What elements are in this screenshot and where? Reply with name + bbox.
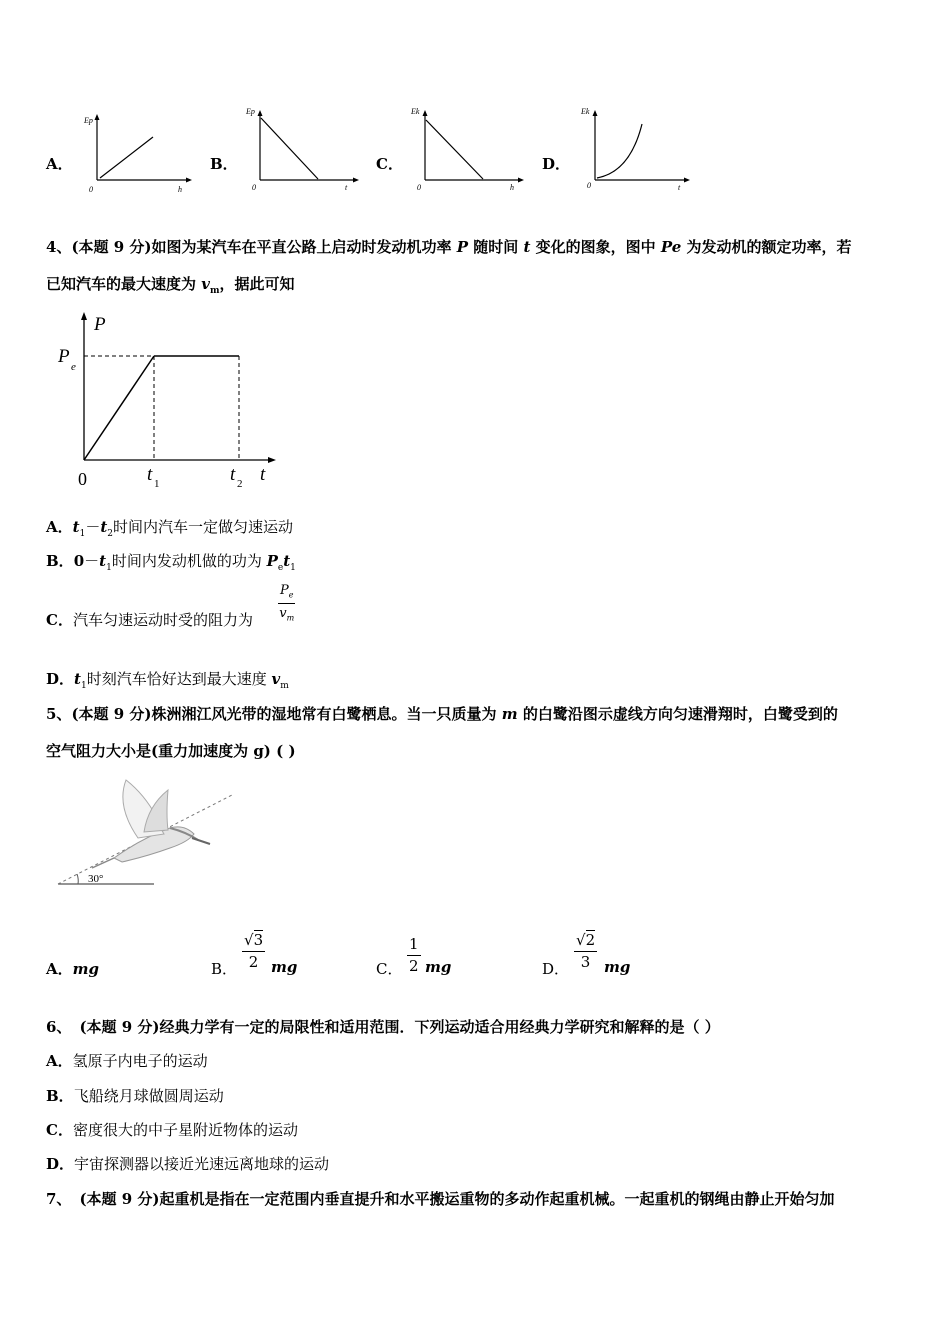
q4-stem-line2: 已知汽车的最大速度为 $v_m$，据此可知 (46, 275, 295, 296)
q4-option-b: B．$0-t_1$时间内发动机做的功为 $P_et_1$ (46, 552, 296, 573)
q5-stem-line2: 空气阻力大小是(重力加速度为 g) ( ) (46, 742, 296, 760)
q3-c-xlabel: h (510, 183, 514, 192)
q4-graph-t1-label: t (147, 464, 153, 485)
q4-graph-t2-label: t (230, 464, 236, 485)
q4-option-c: C．汽车匀速运动时受的阻力为 (46, 611, 253, 629)
q6-option-b: B．飞船绕月球做圆周运动 (46, 1087, 224, 1105)
q4-power-time-graph (52, 308, 292, 498)
q6-option-a: A．氢原子内电子的运动 (46, 1052, 208, 1070)
q3-d-ylabel: Ek (581, 107, 590, 116)
q3-graph-c (408, 102, 528, 194)
q3-option-b-label: B． (210, 155, 238, 173)
q4-graph-t2-sub: 2 (237, 478, 243, 490)
q3-b-xlabel: t (345, 183, 348, 192)
q6-stem: 6、 (本题 9 分)经典力学有一定的局限性和适用范围．下列运动适合用经典力学研究和解释的是（ ） (46, 1018, 720, 1036)
q5-option-d-label: D． (542, 960, 570, 978)
q4-graph-t-axis-label: t (260, 464, 266, 485)
q6-option-c: C．密度很大的中子星附近物体的运动 (46, 1121, 298, 1139)
q5-option-b-fraction: $\frac{√3}{2}$ (244, 931, 264, 971)
q5-option-c-expr: mg (425, 958, 452, 976)
q6-number: 6、 (46, 1018, 72, 1036)
q4-option-d: D．$t_1$时刻汽车恰好达到最大速度 $v_m$ (46, 670, 289, 691)
q5-option-c-label: C． (376, 960, 403, 978)
q4-graph-t1-sub: 1 (154, 478, 160, 490)
q4-graph-origin: 0 (78, 469, 87, 489)
q5-option-a: A．mg (46, 960, 100, 978)
q7-number: 7、 (46, 1190, 72, 1208)
q3-graph-b (243, 102, 363, 194)
q3-graph-d (578, 102, 698, 194)
q4-graph-p-label: P (94, 314, 106, 335)
q4-graph-pe-sub: e (71, 361, 76, 373)
q4-stem-line1: 4、(本题 9 分)如图为某汽车在平直公路上启动时发动机功率 P 随时间 t 变化的图象，图中 Pe 为发动机的额定功率，若 (46, 238, 852, 256)
q3-graph-a (80, 110, 195, 195)
q5-option-c-fraction: $\frac{1}{2}$ (409, 935, 419, 975)
q3-a-origin: 0 (89, 185, 93, 194)
q4-option-c-fraction: $\frac{P_e}{v_m}$ (279, 583, 295, 623)
q3-b-ylabel: Ep (246, 107, 255, 116)
q5-egret-figure (52, 772, 242, 892)
q3-c-ylabel: Ek (411, 107, 420, 116)
q5-option-b-expr: mg (271, 958, 298, 976)
q3-a-ylabel: Ep (84, 116, 93, 125)
q3-a-xlabel: h (178, 185, 182, 194)
q4-option-a: A．$t_1-t_2$时间内汽车一定做匀速运动 (46, 518, 294, 539)
q5-stem-line1: 5、(本题 9 分)株洲湘江风光带的湿地常有白鹭栖息。当一只质量为 m 的白鹭沿图示虚线方向匀速滑翔时，白鹭受到的 (46, 705, 838, 723)
q3-d-xlabel: t (678, 183, 681, 192)
q4-graph-pe-label: P (58, 346, 70, 367)
q5-number: 5、 (46, 705, 72, 723)
q3-option-a-label: A． (46, 155, 73, 173)
q6-option-d: D．宇宙探测器以接近光速远离地球的运动 (46, 1155, 330, 1173)
q4-number: 4、 (46, 238, 72, 256)
q3-option-d-label: D． (542, 155, 571, 173)
egret-bird-image (92, 780, 210, 868)
q5-option-d-expr: mg (604, 958, 631, 976)
q5-option-b-label: B． (211, 960, 238, 978)
q3-option-c-label: C． (376, 155, 403, 173)
q3-d-origin: 0 (587, 181, 591, 190)
q7-stem: 7、 (本题 9 分)起重机是指在一定范围内垂直提升和水平搬运重物的多动作起重机械。一起重机的钢绳由静止开始匀加 (46, 1190, 835, 1208)
q3-c-origin: 0 (417, 183, 421, 192)
q5-option-d-fraction: $\frac{√2}{3}$ (576, 931, 596, 971)
q5-angle-label: 30° (88, 873, 104, 885)
q3-b-origin: 0 (252, 183, 256, 192)
